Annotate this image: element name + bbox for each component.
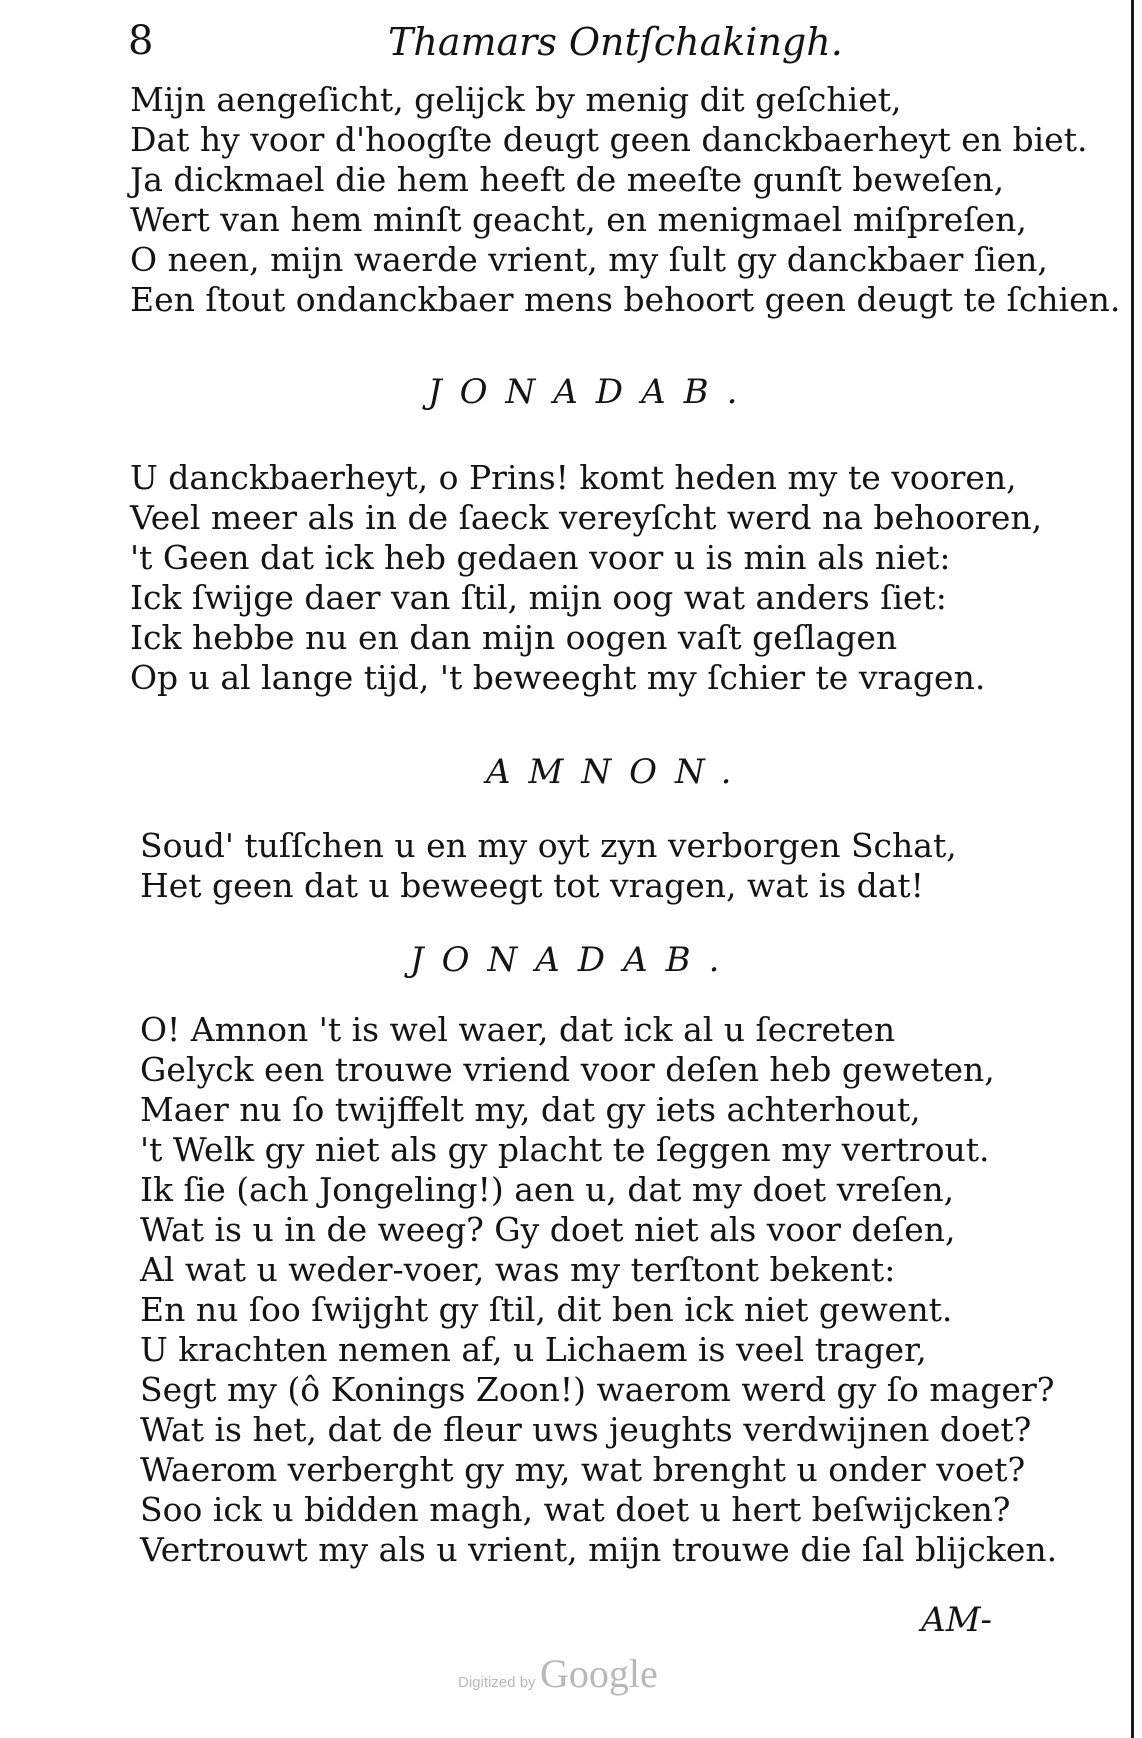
page-header [128, 18, 843, 68]
watermark-brand: Google [540, 1651, 658, 1696]
verse-line: 't Welk gy niet als gy placht te ſeggen my vertrout. [140, 1130, 990, 1169]
verse-line: U danckbaerheyt, o Prins! komt heden my te vooren, [130, 458, 1017, 497]
passage-3 [140, 826, 1110, 906]
verse-line: Soo ick u bidden magh, wat doet u hert beſwijcken? [140, 1490, 1011, 1529]
verse-line: Wert van hem minſt geacht, en menigmael miſpreſen, [130, 200, 1027, 239]
verse-line: Een ſtout ondanckbaer mens behoort geen deugt te ſchien. [130, 280, 1121, 319]
verse-line: Op u al lange tijd, 't beweeght my ſchier te vragen. [130, 658, 986, 697]
verse-line: Dat hy voor d'hoogſte deugt geen danckbaerheyt en biet. [130, 120, 1088, 159]
verse-line: Vertrouwt my als u vrient, mijn trouwe die ſal blijcken. [140, 1530, 1058, 1569]
speaker-heading: JONADAB. [410, 940, 738, 980]
verse-line: Veel meer als in de ſaeck vereyſcht werd na behooren, [130, 498, 1043, 537]
verse-line: U krachten nemen af, u Lichaem is veel trager, [140, 1330, 927, 1369]
verse-line: Ick hebbe nu en dan mijn oogen vaſt geſlagen [130, 618, 898, 657]
verse-line: O! Amnon 't is wel waer, dat ick al u ſecreten [140, 1010, 896, 1049]
watermark-prefix: Digitized by [458, 1674, 536, 1691]
verse-line: 't Geen dat ick heb gedaen voor u is min als niet: [130, 538, 951, 577]
verse-line: Maer nu ſo twijffelt my, dat gy iets achterhout, [140, 1090, 921, 1129]
verse-line: Het geen dat u beweegt tot vragen, wat is dat! [140, 866, 924, 905]
speaker-heading: AMNON. [486, 752, 750, 792]
verse-line: Wat is het, dat de fleur uws jeughts verdwijnen doet? [140, 1410, 1032, 1449]
page-number: 8 [128, 18, 154, 64]
verse-line: Ik ſie (ach Jongeling!) aen u, dat my doet vreſen, [140, 1170, 955, 1209]
verse-line: Waerom verberght gy my, wat brenght u onder voet? [140, 1450, 1026, 1489]
page-edge-line [1131, 0, 1134, 1738]
passage-1 [130, 80, 1121, 320]
passage-2 [130, 458, 1100, 698]
verse-line: Wat is u in de weeg? Gy doet niet als voor deſen, [140, 1210, 956, 1249]
verse-line: Soud' tuſſchen u en my oyt zyn verborgen Schat, [140, 826, 957, 865]
speaker-heading: JONADAB. [428, 372, 756, 412]
running-title: Thamars Ontſchakingh. [388, 20, 843, 64]
digitized-watermark [458, 1650, 658, 1697]
verse-line: Al wat u weder-voer, was my terſtont bekent: [140, 1250, 896, 1289]
verse-line: Ick ſwijge daer van ſtil, mijn oog wat anders ſiet: [130, 578, 947, 617]
verse-line: O neen, mijn waerde vrient, my ſult gy danckbaer ſien, [130, 240, 1048, 279]
verse-line: En nu ſoo ſwijght gy ſtil, dit ben ick niet gewent. [140, 1290, 953, 1329]
catchword: AM- [921, 1600, 992, 1640]
passage-4 [140, 1010, 1110, 1570]
verse-line: Mijn aengeſicht, gelijck by menig dit geſchiet, [130, 80, 902, 119]
verse-line: Ja dickmael die hem heeft de meeſte gunſt beweſen, [130, 160, 1005, 199]
verse-line: Segt my (ô Konings Zoon!) waerom werd gy ſo mager? [140, 1370, 1055, 1409]
verse-line: Gelyck een trouwe vriend voor deſen heb geweten, [140, 1050, 995, 1089]
